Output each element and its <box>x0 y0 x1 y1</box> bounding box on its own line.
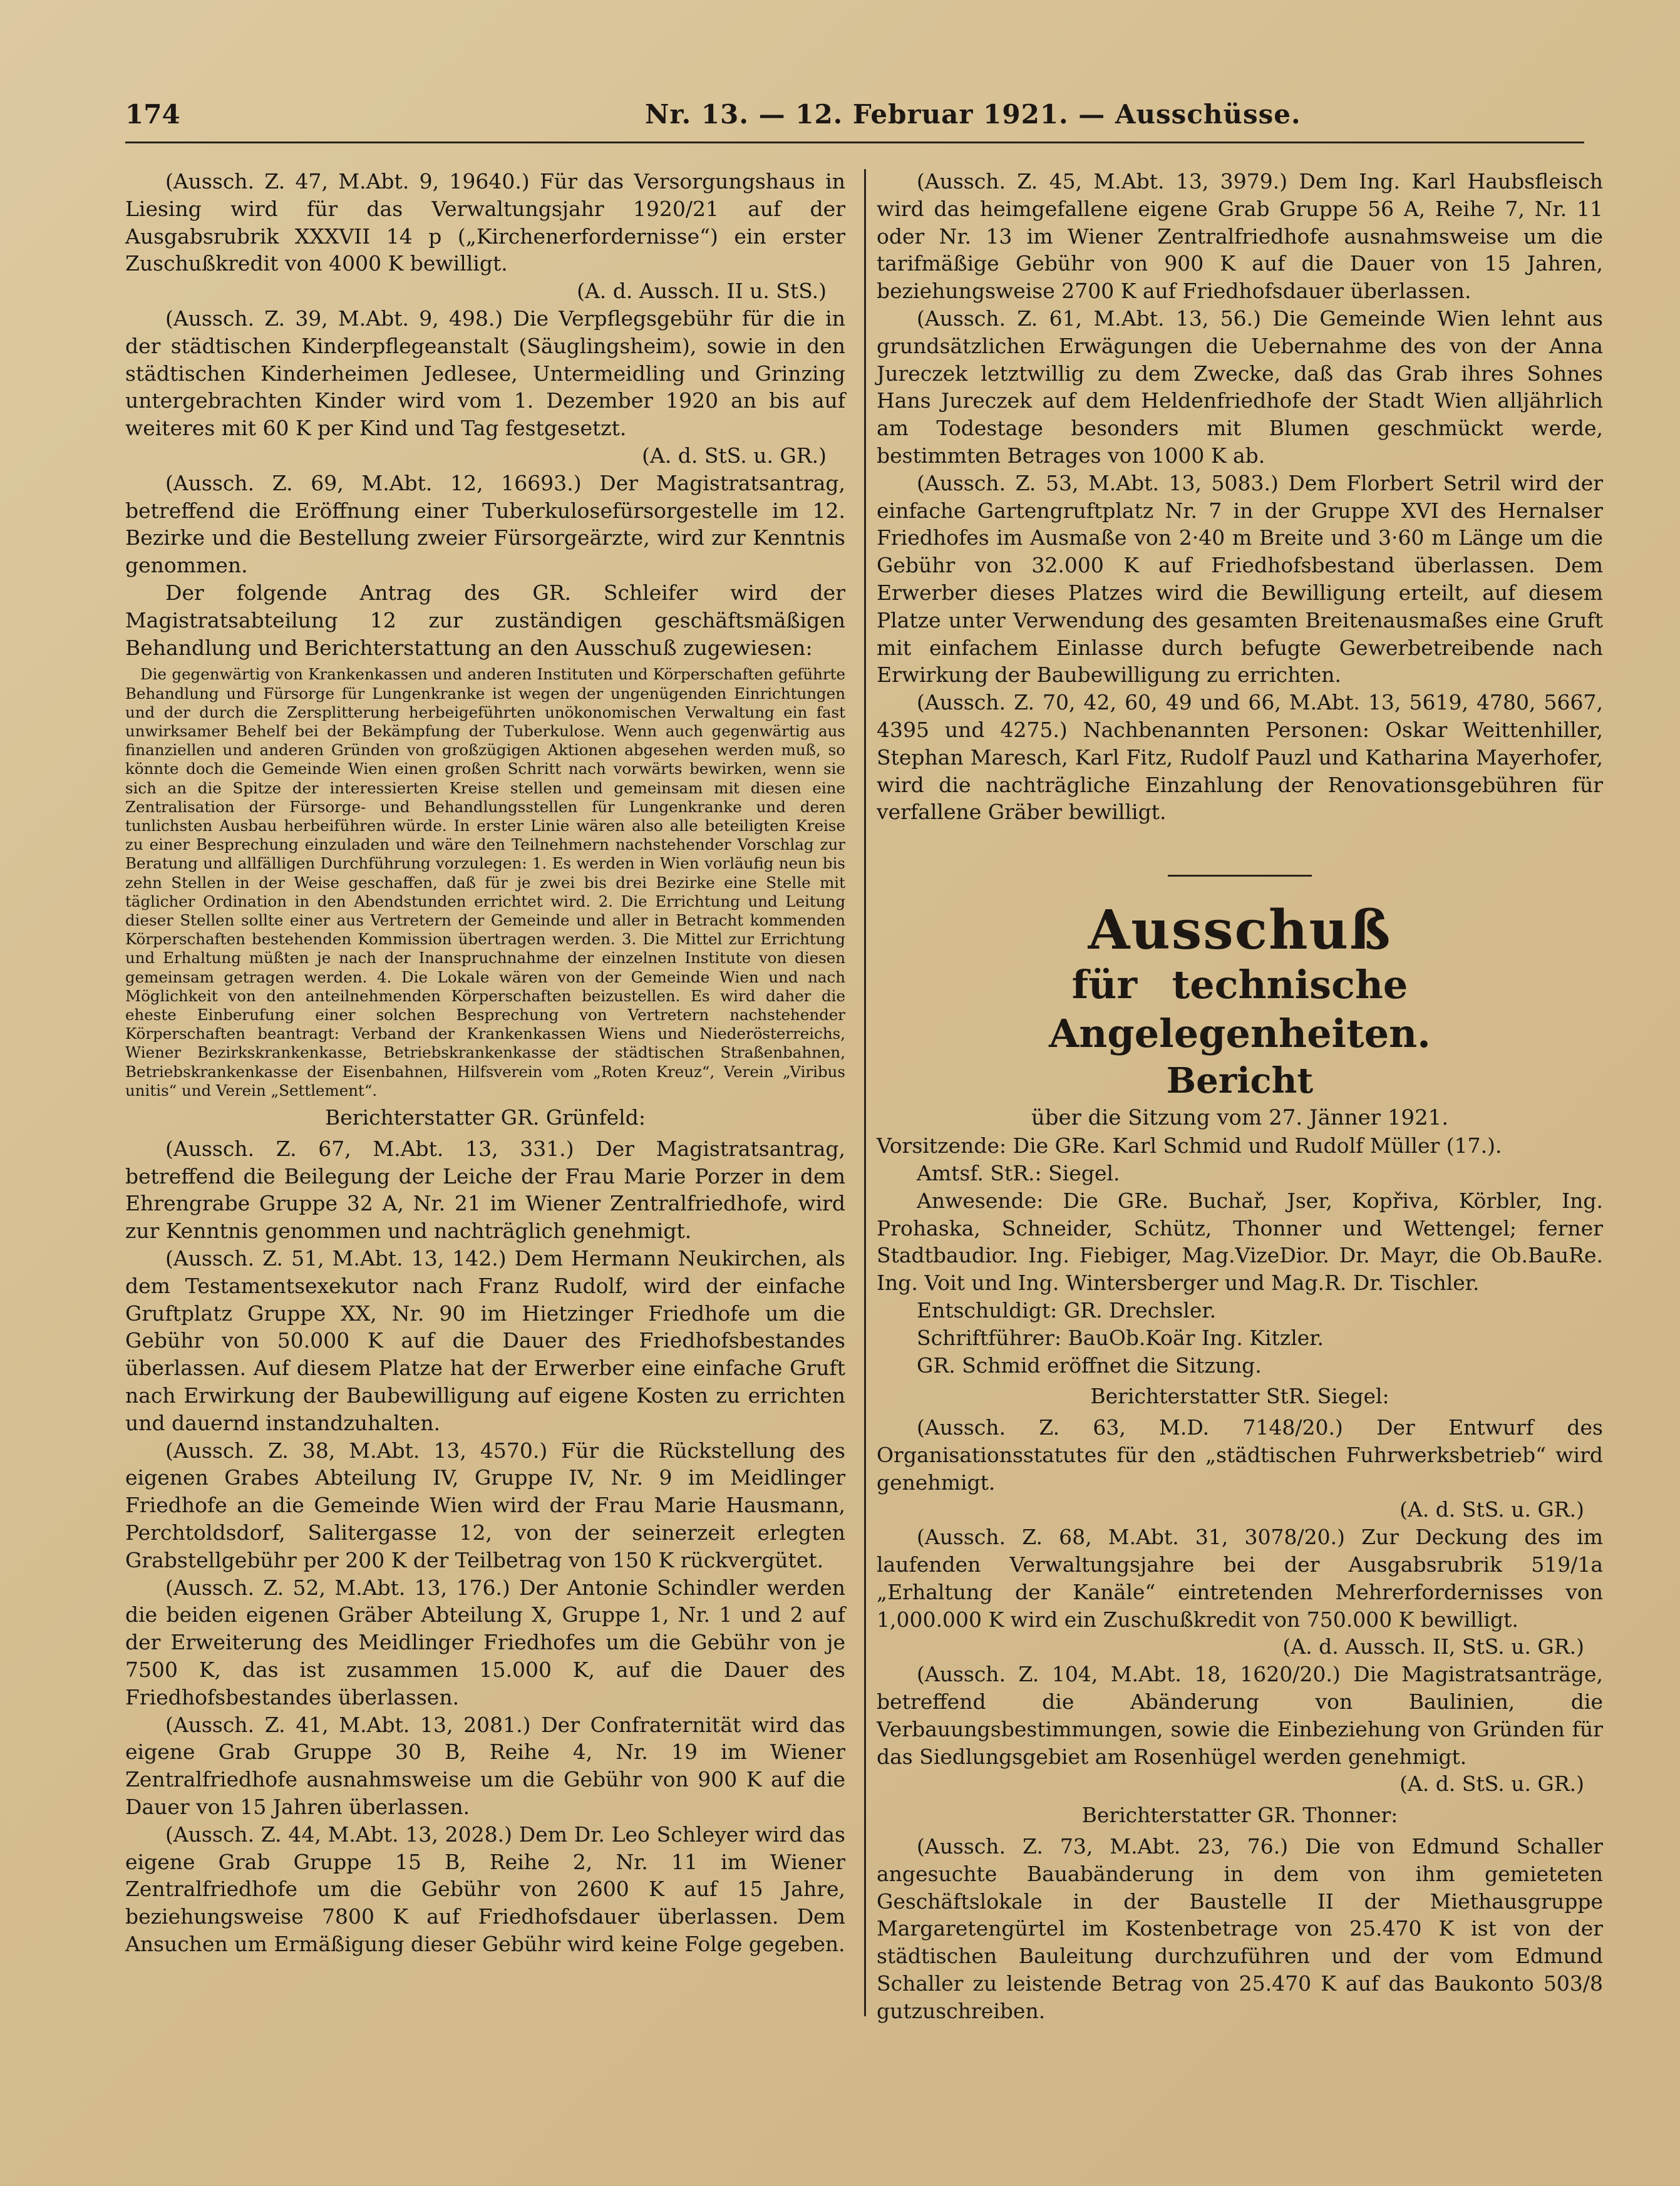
report-heading: Bericht <box>1166 1060 1314 1102</box>
paragraph: (Aussch. Z. 68, M.Abt. 31, 3078/20.) Zur Deckung des im laufenden Verwaltungsjahre bei der Ausgabsrubrik 519/1a „Erhaltung der Kanäle“ eintretenden Mehrerfordernisses von 1,000.000 K wird ein Zuschußkredit von 750.000 K bewilligt. <box>877 1525 1603 1632</box>
paragraph: (Aussch. Z. 52, M.Abt. 13, 176.) Der Antonie Schindler werden die beiden eigenen Gräber Abteilung X, Gruppe 1, Nr. 1 und 2 auf der Erweiterung des Meidlinger Friedhofes um die Gebühr von je 7500 K, das ist zusammen 15.000 K, auf die Dauer des Friedhofsbestandes überlassen. <box>125 1575 845 1709</box>
paragraph: (Aussch. Z. 51, M.Abt. 13, 142.) Dem Hermann Neukirchen, als dem Testamentsexekutor nach Franz Rudolf, wird der einfache Gruftplatz Gruppe XX, Nr. 90 im Hietzinger Friedhofe um die Gebühr von 50.000 K auf die Dauer des Friedhofsbestandes überlassen. Auf diesem Platze hat der Erwerber eine einfache Gruft nach Erwirkung der Baubewilligung auf eigene Kosten zu errichten und dauernd instandzuhalten. <box>125 1246 845 1435</box>
column-divider <box>864 169 866 2016</box>
paragraph: (Aussch. Z. 47, M.Abt. 9, 19640.) Für das Versorgungshaus in Liesing wird für das Verwaltungsjahr 1920/21 auf der Ausgabsrubrik XXXVII 14 p („Kirchenerfordernisse“) ein erster Zuschußkredit von 4000 K bewilligt. <box>125 169 845 276</box>
rapporteur-heading: Berichterstatter GR. Thonner: <box>1081 1803 1398 1828</box>
right-column <box>877 168 1603 2025</box>
paragraph: (Aussch. Z. 104, M.Abt. 18, 1620/20.) Die Magistratsanträge, betreffend die Abänderung von Baulinien, die Verbauungsbestimmungen, sowie die Einbeziehung von Gründen für das Siedlungsgebiet am Rosenhügel werden genehmigt. <box>877 1662 1603 1769</box>
attendees: Anwesende: Die GRe. Buchař, Jser, Kopřiva, Körbler, Ing. Prohaska, Schneider, Schütz, Thonner und Wettengel; ferner Stadtbaudior. Ing. Fiebiger, Mag.VizeDior. Dr. Mayr, die Ob.BauRe. Ing. Voit und Ing. Wintersberger und Mag.R. Dr. Tischler. <box>877 1188 1603 1296</box>
section-title: Ausschuß <box>1088 899 1392 962</box>
rapporteur-heading: Berichterstatter StR. Siegel: <box>1090 1384 1389 1409</box>
paragraph: (Aussch. Z. 67, M.Abt. 13, 331.) Der Magistratsantrag, betreffend die Beilegung der Leiche der Frau Marie Porzer in dem Ehrengrabe Gruppe 32 A, Nr. 21 im Wiener Zentralfriedhofe, wird zur Kenntnis genommen und nachträglich genehmigt. <box>125 1136 845 1244</box>
referral-note: (A. d. Aussch. II, StS. u. GR.) <box>1282 1634 1584 1659</box>
city-councillor: Amtsf. StR.: Siegel. <box>917 1160 1120 1185</box>
paragraph: (Aussch. Z. 70, 42, 60, 49 und 66, M.Abt. 13, 5619, 4780, 5667, 4395 und 4275.) Nachbenannten Personen: Oskar Weittenhiller, Stephan Maresch, Karl Fitz, Rudolf Pauzl und Katharina Mayerhofer, wird die nachträgliche Einzahlung der Renovationsgebühren für verfallene Gräber bewilligt. <box>877 690 1603 825</box>
paragraph: (Aussch. Z. 41, M.Abt. 13, 2081.) Der Confraternität wird das eigene Grab Gruppe 30 B, Reihe 4, Nr. 19 im Wiener Zentralfriedhofe ausnahmsweise um die Gebühr von 900 K auf die Dauer von 15 Jahren überlassen. <box>125 1712 845 1819</box>
page-number: 174 <box>125 99 180 130</box>
session-date: über die Sitzung vom 27. Jänner 1921. <box>1031 1105 1449 1131</box>
page-header <box>125 94 1584 138</box>
motion-text: Die gegenwärtig von Krankenkassen und anderen Instituten und Körperschaften geführte Behandlung und Fürsorge für Lungenkranke ist wegen der ungenügenden Einrichtungen und der durch die Zersplitterung herbeigeführten unökonomischen Verwaltung ein fast unwirksamer Behelf bei der Bekämpfung der Tuberkulose. Wenn auch gegenwärtig aus finanziellen und anderen Gründen von großzügigen Aktionen abgesehen werden muß, so könnte doch die Gemeinde Wien einen großen Schritt nach vorwärts bewirken, wenn sie sich an die Spitze der interessierten Kreise stellen und gemeinsam mit diesen eine Zentralisation der Fürsorge- und Behandlungsstellen für Lungenkranke und deren tunlichsten Ausbau herbeiführen würde. In erster Linie wären also alle beteiligten Kreise zu einer Besprechung einzuladen und wäre den Teilnehmern nachstehender Vorschlag zur Beratung und allfälligen Durchführung vorzulegen: 1. Es werden in Wien vorläufig neun bis zehn Stellen in der Weise geschaffen, daß für je zwei bis drei Bezirke eine Stelle mit täglicher Ordination in den Abendstunden errichtet wird. 2. Die Errichtung und Leitung dieser Stellen sollte einer aus Vertretern der Gemeinde und aller in Betracht kommenden Körperschaften bestehenden Kommission übertragen werden. 3. Die Mittel zur Errichtung und Erhaltung müßten je nach der Inanspruchnahme der einzelnen Institute von diesen gemeinsam getragen werden. 4. Die Lokale wären von der Gemeinde Wien und nach Möglichkeit von den anteilnehmenden Körperschaften beizustellen. Es wird daher die eheste Einberufung einer solchen Besprechung von Vertretern nachstehender Körperschaften beantragt: Verband der Krankenkassen Wiens und Niederösterreichs, Wiener Bezirkskrankenkasse, Betriebskrankenkasse der städtischen Straßenbahnen, Betriebskrankenkasse der Eisenbahnen, Hilfsverein vom „Roten Kreuz“, Verein „Viribus unitis“ und Verein „Settlement“. <box>125 665 845 1100</box>
paragraph: (Aussch. Z. 61, M.Abt. 13, 56.) Die Gemeinde Wien lehnt aus grundsätzlichen Erwägungen die Uebernahme des von der Anna Jureczek letztwillig zu dem Zwecke, daß das Grab ihres Sohnes Hans Jureczek auf dem Heldenfriedhofe der Stadt Wien alljährlich am Todestage besonders mit Blumen geschmückt werde, bestimmten Betrages von 1000 K ab. <box>877 306 1603 468</box>
referral-note: (A. d. StS. u. GR.) <box>1399 1771 1584 1797</box>
paragraph: (Aussch. Z. 63, M.D. 7148/20.) Der Entwurf des Organisationsstatutes für den „städtischen Fuhrwerksbetrieb“ wird genehmigt. <box>877 1415 1603 1495</box>
paragraph: (Aussch. Z. 69, M.Abt. 12, 16693.) Der Magistratsantrag, betreffend die Eröffnung einer Tuberkulosefürsorgestelle im 12. Bezirke und die Bestellung zweier Fürsorgeärzte, wird zur Kenntnis genommen. <box>125 470 845 578</box>
paragraph: (Aussch. Z. 44, M.Abt. 13, 2028.) Dem Dr. Leo Schleyer wird das eigene Grab Gruppe 15 B, Reihe 2, Nr. 11 im Wiener Zentralfriedhofe um die Gebühr von 2600 K auf 15 Jahre, beziehungsweise 7800 K auf Friedhofsdauer überlassen. Dem Ansuchen um Ermäßigung dieser Gebühr wird keine Folge gegeben. <box>125 1822 845 1956</box>
referral-note: (A. d. StS. u. GR.) <box>1399 1497 1584 1522</box>
paragraph: Der folgende Antrag des GR. Schleifer wird der Magistratsabteilung 12 zur zuständigen geschäftsmäßigen Behandlung und Berichterstattung an den Ausschuß zugewiesen: <box>125 580 845 660</box>
rapporteur-heading: Berichterstatter GR. Grünfeld: <box>325 1105 646 1130</box>
secretary: Schriftführer: BauOb.Koär Ing. Kitzler. <box>917 1325 1324 1350</box>
header-rule <box>125 142 1584 143</box>
referral-note: (A. d. Aussch. II u. StS.) <box>577 279 827 304</box>
section-separator <box>1168 875 1312 877</box>
paragraph: (Aussch. Z. 39, M.Abt. 9, 498.) Die Verpflegsgebühr für die in der städtischen Kinderpflegeanstalt (Säuglingsheim), sowie in den städtischen Kinderheimen Jedlesee, Untermeidling und Grinzing untergebrachten Kinder wird vom 1. Dezember 1920 an bis auf weiteres mit 60 K per Kind und Tag festgesetzt. <box>125 306 845 441</box>
left-column <box>125 168 845 1958</box>
paragraph: (Aussch. Z. 53, M.Abt. 13, 5083.) Dem Florbert Setril wird der einfache Gartengruftplatz Nr. 7 in der Gruppe XVI des Hernalser Friedhofes im Ausmaße von 2·40 m Breite und 3·60 m Länge um die Gebühr von 32.000 K auf Friedhofsbestand überlassen. Dem Erwerber dieses Platzes wird die Bewilligung erteilt, auf diesem Platze unter Verwendung des gesamten Breitenausmaßes eine Gruft mit einfachem Einlasse durch befugte Gewerbetreibende nach Erwirkung der Baubewilligung zu errichten. <box>877 470 1603 688</box>
session-opened: GR. Schmid eröffnet die Sitzung. <box>917 1353 1262 1378</box>
paragraph: (Aussch. Z. 73, M.Abt. 23, 76.) Die von Edmund Schaller angesuchte Bauabänderung in dem von ihm gemieteten Geschäftslokale in der Baustelle II der Miethausgruppe Margaretengürtel im Kostenbetrage von 25.470 K ist von der städtischen Bauleitung durchzuführen und der vom Edmund Schaller zu leistende Betrag von 25.470 K auf das Baukonto 503/8 gutzuschreiben. <box>877 1834 1603 2023</box>
paragraph: (Aussch. Z. 38, M.Abt. 13, 4570.) Für die Rückstellung des eigenen Grabes Abteilung IV, Gruppe IV, Nr. 9 im Meidlinger Friedhofe an die Gemeinde Wien wird der Frau Marie Hausmann, Perchtoldsdorf, Salitergasse 12, von der seinerzeit erlegten Grabstellgebühr per 200 K der Teilbetrag von 150 K rückvergütet. <box>125 1438 845 1572</box>
excused: Entschuldigt: GR. Drechsler. <box>917 1297 1217 1322</box>
paragraph: (Aussch. Z. 45, M.Abt. 13, 3979.) Dem Ing. Karl Haubsfleisch wird das heimgefallene eigene Grab Gruppe 56 A, Reihe 7, Nr. 11 oder Nr. 13 im Wiener Zentralfriedhofe ausnahmsweise um die tarifmäßige Gebühr von 900 K auf die Dauer von 15 Jahren, beziehungsweise 2700 K auf Friedhofsdauer überlassen. <box>877 169 1603 304</box>
section-subtitle: für technische Angelegenheiten. <box>1049 962 1431 1057</box>
referral-note: (A. d. StS. u. GR.) <box>642 443 827 468</box>
chairs: Vorsitzende: Die GRe. Karl Schmid und Rudolf Müller (17.). <box>877 1133 1502 1158</box>
running-title: Nr. 13. — 12. Februar 1921. — Ausschüsse. <box>645 99 1301 130</box>
